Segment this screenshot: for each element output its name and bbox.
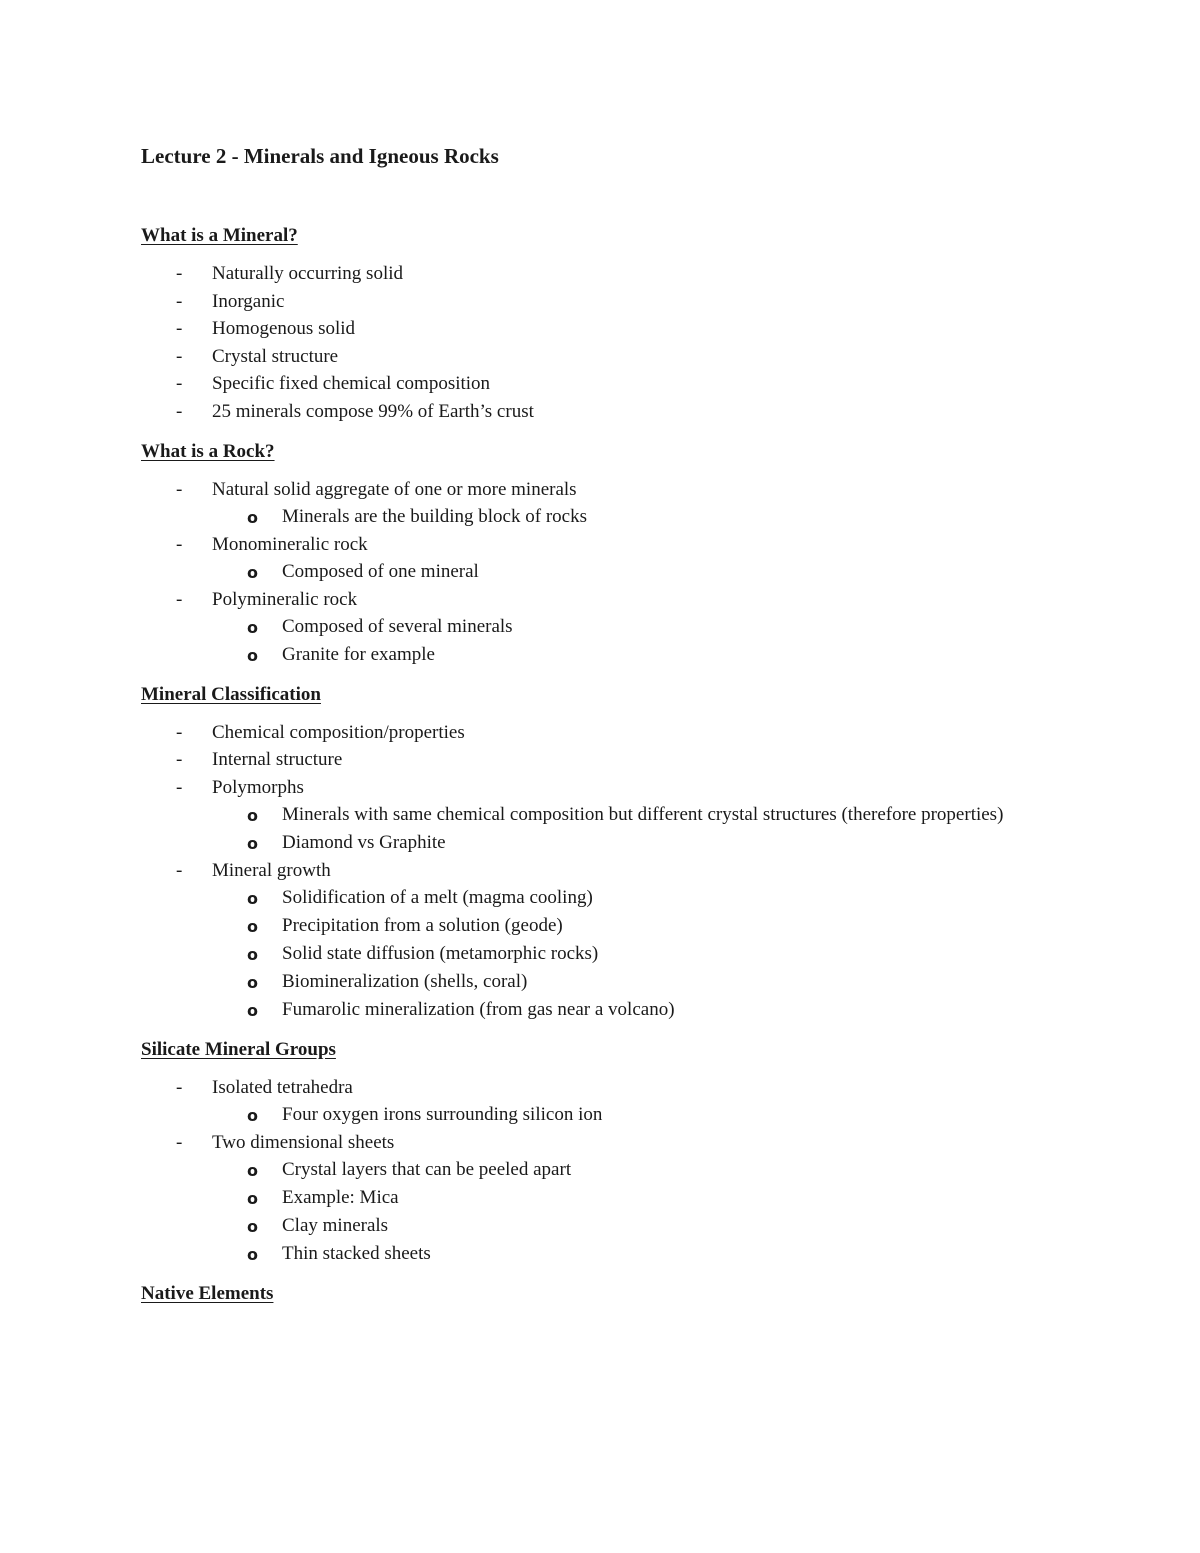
section-heading: Native Elements <box>141 1282 274 1304</box>
list-item-text: 25 minerals compose 99% of Earth’s crust <box>212 400 534 422</box>
document-section <box>141 222 1041 425</box>
dash-bullet-icon: - <box>176 290 183 312</box>
list-item-text: Homogenous solid <box>212 318 356 339</box>
dash-bullet-icon: - <box>176 1076 183 1098</box>
list-item-text: Natural solid aggregate of one or more minerals <box>212 478 577 500</box>
section-heading: Mineral Classification <box>141 683 321 705</box>
sub-list-item <box>141 1101 1041 1128</box>
sub-bullet-list <box>212 1156 1041 1267</box>
bullet-list <box>141 1074 1041 1267</box>
circle-bullet-icon: o <box>247 562 258 582</box>
list-item <box>141 315 1041 342</box>
sub-list-item <box>141 503 1041 530</box>
section-heading: What is a Mineral? <box>141 225 298 246</box>
dash-bullet-icon: - <box>176 721 183 743</box>
document-section <box>141 1036 1041 1267</box>
sub-list-item-text: Solidification of a melt (magma cooling) <box>282 886 593 908</box>
sub-list-item-text: Composed of one mineral <box>282 560 479 582</box>
sub-list-item <box>141 801 1041 828</box>
list-item <box>141 398 1041 425</box>
list-item-text: Specific fixed chemical composition <box>212 373 491 394</box>
list-item <box>141 774 1041 856</box>
dash-bullet-icon: - <box>176 400 183 422</box>
sub-bullet-list <box>212 1101 1041 1128</box>
sub-list-item <box>141 884 1041 911</box>
dash-bullet-icon: - <box>176 859 183 881</box>
sub-list-item-text: Four oxygen irons surrounding silicon ion <box>282 1103 603 1125</box>
document-body <box>141 222 1041 1307</box>
list-item <box>141 370 1041 397</box>
circle-bullet-icon: o <box>247 1160 258 1180</box>
list-item-text: Monomineralic rock <box>212 533 368 555</box>
sub-list-item <box>141 968 1041 995</box>
sub-list-item-text: Composed of several minerals <box>282 615 513 637</box>
dash-bullet-icon: - <box>176 1131 183 1153</box>
sub-list-item <box>141 1184 1041 1211</box>
sub-bullet-list <box>212 558 1041 585</box>
list-item <box>141 260 1041 287</box>
list-item <box>141 586 1041 668</box>
dash-bullet-icon: - <box>176 776 183 798</box>
list-item <box>141 719 1041 746</box>
list-item-text: Naturally occurring solid <box>212 263 404 284</box>
sub-list-item-text: Biomineralization (shells, coral) <box>282 970 528 992</box>
section-heading: What is a Rock? <box>141 440 275 462</box>
bullet-list <box>141 260 1041 425</box>
dash-bullet-icon: - <box>176 533 183 555</box>
dash-bullet-icon: - <box>176 588 183 610</box>
document-title: Lecture 2 - Minerals and Igneous Rocks <box>141 144 499 168</box>
sub-list-item-text: Minerals are the building block of rocks <box>282 505 587 527</box>
section-heading: Silicate Mineral Groups <box>141 1038 336 1060</box>
bullet-list <box>141 476 1041 668</box>
sub-list-item <box>141 641 1041 668</box>
list-item <box>141 343 1041 370</box>
list-item <box>141 746 1041 773</box>
list-item <box>141 857 1041 1023</box>
list-item-text: Crystal structure <box>212 345 339 367</box>
dash-bullet-icon: - <box>176 345 183 367</box>
document-section <box>141 681 1041 1023</box>
list-item-text: Inorganic <box>212 290 285 312</box>
circle-bullet-icon: o <box>247 1000 258 1020</box>
sub-list-item-text: Granite for example <box>282 643 435 665</box>
sub-list-item-text: Thin stacked sheets <box>282 1242 431 1264</box>
list-item <box>141 288 1041 315</box>
list-item-text: Chemical composition/properties <box>212 721 465 743</box>
sub-list-item <box>141 558 1041 585</box>
list-item-text: Internal structure <box>212 749 343 770</box>
sub-list-item <box>141 1240 1041 1267</box>
sub-bullet-list <box>212 801 1041 856</box>
circle-bullet-icon: o <box>247 1188 258 1208</box>
circle-bullet-icon: o <box>247 833 258 853</box>
sub-list-item <box>141 996 1041 1023</box>
sub-list-item-text: Precipitation from a solution (geode) <box>282 914 563 936</box>
dash-bullet-icon: - <box>176 478 183 500</box>
document-section <box>141 438 1041 668</box>
circle-bullet-icon: o <box>247 972 258 992</box>
circle-bullet-icon: o <box>247 507 258 527</box>
list-item <box>141 1074 1041 1128</box>
list-item-text: Polymineralic rock <box>212 588 358 610</box>
sub-bullet-list <box>212 613 1041 668</box>
list-item <box>141 531 1041 585</box>
list-item-text: Isolated tetrahedra <box>212 1076 353 1098</box>
bullet-list <box>141 719 1041 1023</box>
list-item <box>141 1129 1041 1267</box>
list-item-text: Two dimensional sheets <box>212 1131 395 1153</box>
list-item-text: Polymorphs <box>212 776 304 798</box>
sub-list-item <box>141 1156 1041 1183</box>
list-item-text: Mineral growth <box>212 859 331 881</box>
sub-bullet-list <box>212 503 1041 530</box>
sub-list-item-text: Clay minerals <box>282 1214 389 1236</box>
sub-list-item <box>141 613 1041 640</box>
circle-bullet-icon: o <box>247 805 258 825</box>
circle-bullet-icon: o <box>247 916 258 936</box>
circle-bullet-icon: o <box>247 1105 258 1125</box>
sub-bullet-list <box>212 884 1041 1023</box>
sub-list-item-text: Fumarolic mineralization (from gas near a volcano) <box>282 998 675 1020</box>
circle-bullet-icon: o <box>247 888 258 908</box>
sub-list-item-text: Diamond vs Graphite <box>282 831 446 853</box>
dash-bullet-icon: - <box>176 373 183 394</box>
circle-bullet-icon: o <box>247 1216 258 1236</box>
sub-list-item-text: Crystal layers that can be peeled apart <box>282 1158 572 1180</box>
sub-list-item <box>141 940 1041 967</box>
sub-list-item <box>141 1212 1041 1239</box>
sub-list-item-text: Example: Mica <box>282 1186 399 1208</box>
dash-bullet-icon: - <box>176 318 183 339</box>
sub-list-item <box>141 829 1041 856</box>
sub-list-item-text: Solid state diffusion (metamorphic rocks) <box>282 942 599 964</box>
dash-bullet-icon: - <box>176 749 183 770</box>
dash-bullet-icon: - <box>176 263 183 284</box>
circle-bullet-icon: o <box>247 645 258 665</box>
circle-bullet-icon: o <box>247 944 258 964</box>
document-page <box>141 138 1041 1318</box>
sub-list-item <box>141 912 1041 939</box>
list-item <box>141 476 1041 530</box>
circle-bullet-icon: o <box>247 1244 258 1264</box>
document-section <box>141 1280 1041 1307</box>
circle-bullet-icon: o <box>247 617 258 637</box>
sub-list-item-text: Minerals with same chemical composition but different crystal structures (therefore properties) <box>282 803 1004 825</box>
